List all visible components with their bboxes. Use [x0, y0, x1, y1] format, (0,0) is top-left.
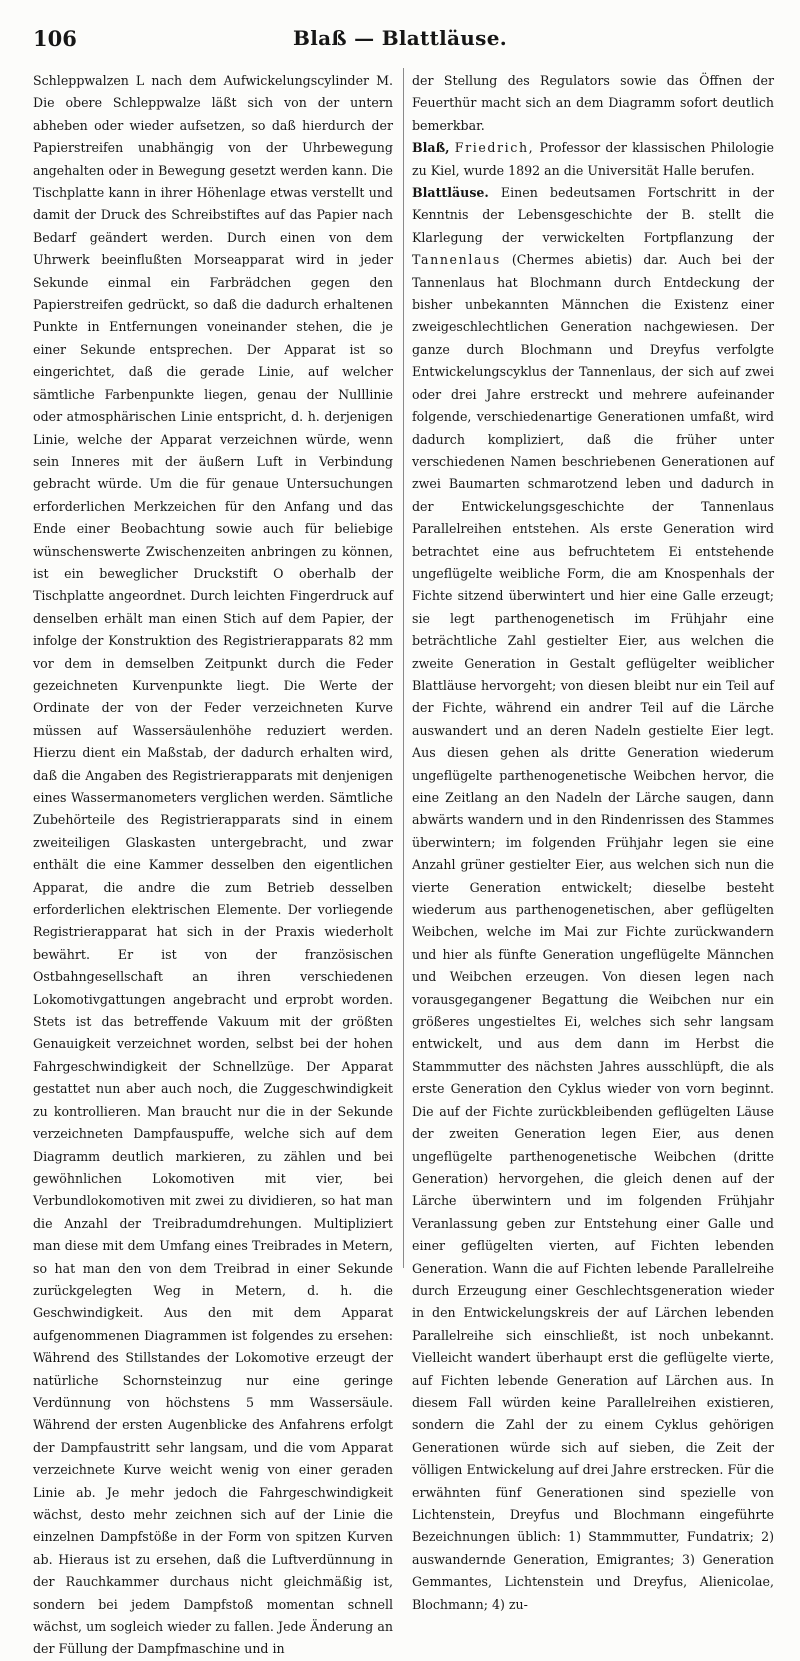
left-column — [33, 70, 393, 1661]
column-divider — [403, 68, 404, 1268]
entry-blass-text: Professor der klassischen Philologie zu Kiel, wurde 1892 an die Universität Halle berufen. — [412, 140, 774, 178]
entry-blass-firstname: Friedrich, — [454, 140, 535, 156]
entry-blattlaeuse-text-b: (Chermes abietis) dar. Auch bei der Tannenlaus hat Blochmann durch Entdeckung der bisher unbekannten Männchen die Existenz einer zweigeschlechtlichen Generation nachgewiesen. Der ganze durch Blochmann und Dreyfus verfolgte Entwickelungscyklus der Tannenlaus, der sich auf zwei oder drei Jahre erstreckt und mehrere aufeinander folgende, verschiedenartige Generationen umfaßt, wird dadurch kompliziert, daß die früher unter verschiedenen Namen beschriebenen Generationen auf zwei Baumarten schmarotzend leben und dadurch in der Entwickelungsgeschichte der Tannenlaus Parallelreihen entstehen. Als erste Generation wird betrachtet eine aus befruchtetem Ei entstehende ungeflügelte weibliche Form, die am Knospenhals der Fichte sitzend überwintert und hier eine Galle erzeugt; sie legt parthenogenetisch im Frühjahr eine beträchtliche Zahl gestielter Eier, aus welchen die zweite Generation in Gestalt geflügelter weiblicher Blattläuse hervorgeht; von diesen bleibt nur ein Teil auf der Fichte, während ein andrer Teil auf die Lärche auswandert und an deren Nadeln gestielte Eier legt. Aus diesen gehen als dritte Generation wiederum ungeflügelte parthenogenetische Weibchen hervor, die eine Zeitlang an den Nadeln der Lärche saugen, dann abwärts wandern und in den Rindenrissen des Stammes überwintern; im folgenden Frühjahr legen sie eine Anzahl grüner gestielter Eier, aus welchen sich nun die vierte Generation entwickelt; dieselbe besteht wiederum aus parthenogenetischen, aber geflügelten Weibchen, welche im Mai zur Fichte zurückwandern und hier als fünfte Generation ungeflügelte Männchen und Weibchen erzeugen. Von diesen legen nach vorausgegangener Begattung die Weibchen nur ein größeres ungestieltes Ei, welches sich sehr langsam entwickelt, und aus dem dann im Herbst die Stammmutter des nächsten Jahres ausschlüpft, die als erste Generation den Cyklus wieder von vorn beginnt. Die auf der Fichte zurückbleibenden geflügelten Läuse der zweiten Generation legen Eier, aus denen ungeflügelte parthenogenetische Weibchen (dritte Generation) hervorgehen, die gleich denen auf der Lärche überwintern und im folgenden Frühjahr Veranlassung geben zur Entstehung einer Galle und einer geflügelten vierten, auf Fichten lebenden Generation. Wann die auf Fichten lebende Parallelreihe durch Erzeugung einer Geschlechtsgeneration wieder in den Entwickelungskreis der auf Lärchen lebenden Parallelreihe sich einschließt, ist noch unbekannt. Vielleicht wandert überhaupt erst die geflügelte vierte, auf Fichten lebende Generation auf Lärchen aus. In diesem Fall würden keine Parallelreihen existieren, sondern die Zahl der zu einem Cyklus gehörigen Generationen würde sich auf sieben, die Zeit der völligen Entwickelung auf drei Jahre erstrecken. Für die erwähnten fünf Generationen sind spezielle von Lichtenstein, Dreyfus und Blochmann eingeführte Bezeichnungen üblich: 1) Stammmutter, Fundatrix; 2) auswandernde Generation, Emigrantes; 3) Generation Gemmantes, Lichtenstein und Dreyfus, Alienicolae, Blochmann; 4) zu- — [412, 252, 774, 1612]
left-column-text: Schleppwalzen L nach dem Aufwickelungscylinder M. Die obere Schleppwalze läßt sich von der untern abheben oder wieder aufsetzen, so daß hierdurch der Papierstreifen unabhängig von der Uhrbewegung angehalten oder in Bewegung gesetzt werden kann. Die Tischplatte kann in ihrer Höhenlage etwas verstellt und damit der Druck des Schreibstiftes auf das Papier nach Bedarf geändert werden. Durch einen von dem Uhrwerk beeinflußten Morseapparat wird in jeder Sekunde einmal ein Farbrädchen gegen den Papierstreifen gedrückt, so daß die dadurch erhaltenen Punkte in Entfernungen voneinander stehen, die je einer Sekunde entsprechen. Der Apparat ist so eingerichtet, daß die gerade Linie, auf welcher sämtliche Farbenpunkte liegen, genau der Nulllinie oder atmosphärischen Linie entspricht, d. h. derjenigen Linie, welche der Apparat verzeichnen würde, wenn sein Inneres mit der äußern Luft in Verbindung gebracht würde. Um die für genaue Untersuchungen erforderlichen Merkzeichen für den Anfang und das Ende einer Beobachtung sowie auch für beliebige wünschenswerte Zwischenzeiten anbringen zu können, ist ein beweglicher Druckstift O oberhalb der Tischplatte angeordnet. Durch leichten Fingerdruck auf denselben erhält man einen Stich auf dem Papier, der infolge der Konstruktion des Registrierapparats 82 mm vor dem in demselben Zeitpunkt durch die Feder gezeichneten Kurvenpunkte liegt. Die Werte der Ordinate der von der Feder verzeichneten Kurve müssen auf Wassersäulenhöhe reduziert werden. Hierzu dient ein Maßstab, der dadurch erhalten wird, daß die Angaben des Registrierapparats mit denjenigen eines Wassermanometers verglichen werden. Sämtliche Zubehörteile des Registrierapparats sind in einem zweiteiligen Glaskasten untergebracht, und zwar enthält die eine Kammer desselben den eigentlichen Apparat, die andre die zum Betrieb desselben erforderlichen elektrischen Elemente. Der vorliegende Registrierapparat hat sich in der Praxis wiederholt bewährt. Er ist von der französischen Ostbahngesellschaft an ihren verschiedenen Lokomotivgattungen angebracht und erprobt worden. Stets ist das betreffende Vakuum mit der größten Genauigkeit verzeichnet worden, selbst bei der hohen Fahrgeschwindigkeit der Schnellzüge. Der Apparat gestattet nun aber auch noch, die Zuggeschwindigkeit zu kontrollieren. Man braucht nur die in der Sekunde verzeichneten Dampfauspuffe, welche sich auf dem Diagramm deutlich markieren, zu zählen und bei gewöhnlichen Lokomotiven mit vier, bei Verbundlokomotiven mit zwei zu dividieren, so hat man die Anzahl der Treibradumdrehungen. Multipliziert man diese mit dem Umfang eines Treibrades in Metern, so hat man den von dem Treibrad in einer Sekunde zurückgelegten Weg in Metern, d. h. die Geschwindigkeit. Aus den mit dem Apparat aufgenommenen Diagrammen ist folgendes zu ersehen: Während des Stillstandes der Lokomotive erzeugt der natürliche Schornsteinzug nur eine geringe Verdünnung von höchstens 5 mm Wassersäule. Während der ersten Augenblicke des Anfahrens erfolgt der Dampfaustritt sehr langsam, und die vom Apparat verzeichnete Kurve weicht wenig von einer geraden Linie ab. Je mehr jedoch die Fahrgeschwindigkeit wächst, desto mehr zeichnen sich auf der Linie die einzelnen Dampfstöße in der Form von spitzen Kurven ab. Hieraus ist zu ersehen, daß die Luftverdünnung in der Rauchkammer durchaus nicht gleichmäßig ist, sondern bei jedem Dampfstoß momentan schnell wächst, um sogleich wieder zu fallen. Jede Änderung an der Füllung der Dampfmaschine und in — [33, 73, 393, 1657]
entry-blass — [412, 137, 774, 182]
entry-blattlaeuse — [412, 182, 774, 1616]
page-number: 106 — [33, 26, 77, 51]
entry-blattlaeuse-headword: Blattläuse. — [412, 185, 489, 201]
running-title: Blaß — Blattläuse. — [293, 26, 507, 50]
page-header — [0, 0, 800, 66]
continuation-paragraph: der Stellung des Regulators sowie das Öffnen der Feuerthür macht sich an dem Diagramm sofort deutlich bemerkbar. — [412, 73, 774, 133]
entry-blattlaeuse-spaced-term: Tannenlaus — [412, 252, 501, 268]
entry-blass-headword: Blaß, — [412, 140, 450, 156]
right-column — [412, 70, 774, 1616]
entry-blattlaeuse-text-a: Einen bedeutsamen Fortschritt in der Kenntnis der Lebensgeschichte der B. stellt die Klarlegung der verwickelten Fortpflanzung der — [412, 185, 774, 245]
